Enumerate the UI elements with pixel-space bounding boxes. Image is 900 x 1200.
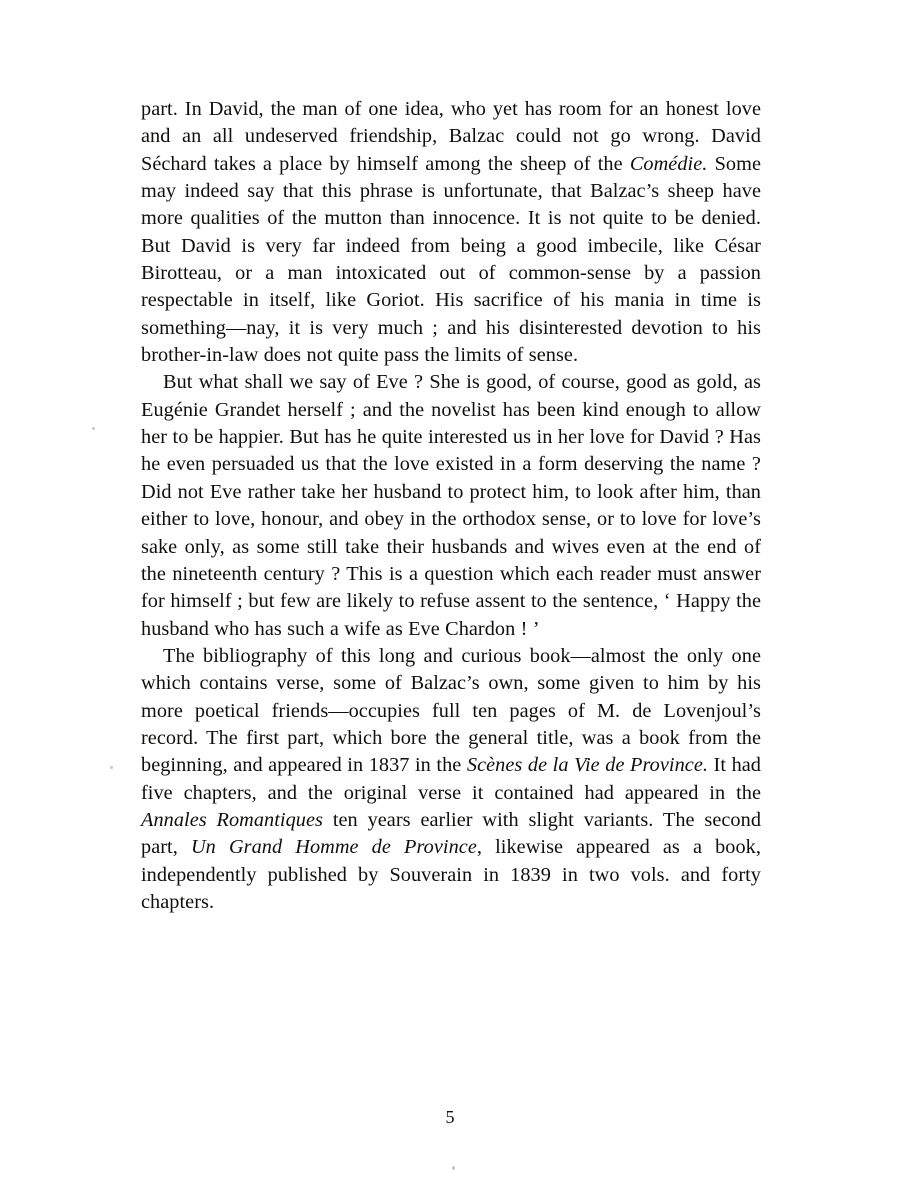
italic-title-run: Annales Romantiques (141, 808, 323, 831)
paragraph-bibliography (141, 643, 761, 916)
text-run: part. In David, the man of one idea, who yet has room for an honest love and an all undeserved friendship, Balzac could not go wrong. David Séchard takes a place by himself among the sheep of the (141, 98, 761, 175)
text-run: Some may indeed say that this phrase is unfortunate, that Balzac’s sheep have more qualities of the mutton than innocence. It is not quite to be denied. But David is very far indeed from being a good imbecile, like César Birotteau, or a man intoxicated out of common-sense by a passion respectable in itself, like Goriot. His sacrifice of his mania in time is something—nay, it is very much ; and his disinterested devotion to his brother-in-law does not quite pass the limits of sense. (141, 152, 761, 367)
italic-title-run: Comédie. (629, 152, 708, 175)
text-run: It had five chapters, and the original verse it contained had appeared in the (141, 754, 761, 804)
text-run: ten years earlier with slight variants. The second part, (141, 808, 762, 859)
italic-title-run: Scènes de la Vie de Province. (466, 754, 709, 777)
scan-speck (452, 1166, 455, 1170)
page-number: 5 (445, 1107, 455, 1127)
paragraph-eve (141, 369, 761, 642)
text-run: But what shall we say of Eve ? She is good, of course, good as gold, as Eugénie Grandet herself ; and the novelist has been kind enough to allow her to be happier. But has he quite interested us in her love for David ? Has he even persuaded us that the love existed in a form deserving the name ? Did not Eve rather take her husband to protect him, to look after him, than either to love, honour, and obey in the orthodox sense, or to love for love’s sake only, as some still take their husbands and wives even at the end of the nineteenth century ? This is a question which each reader must answer for himself ; but few are likely to refuse assent to the sentence, ‘ Happy the husband who has such a wife as Eve Chardon ! ’ (141, 371, 761, 640)
italic-title-run: Un Grand Homme de Province (190, 836, 477, 859)
scan-speck (110, 766, 113, 769)
paragraph-david (141, 96, 761, 369)
text-run: , likewise appeared as a book, independently published by Souverain in 1839 in two vols. and forty chapters. (141, 836, 761, 913)
page-text-block (141, 96, 761, 916)
text-run: The bibliography of this long and curious book—almost the only one which contains verse, some of Balzac’s own, some given to him by his more poetical friends—occupies full ten pages of M. de Lovenjoul’s record. The first part, which bore the general title, was a book from the beginning, and appeared in 1837 in the (141, 644, 761, 777)
scan-speck (92, 427, 95, 430)
